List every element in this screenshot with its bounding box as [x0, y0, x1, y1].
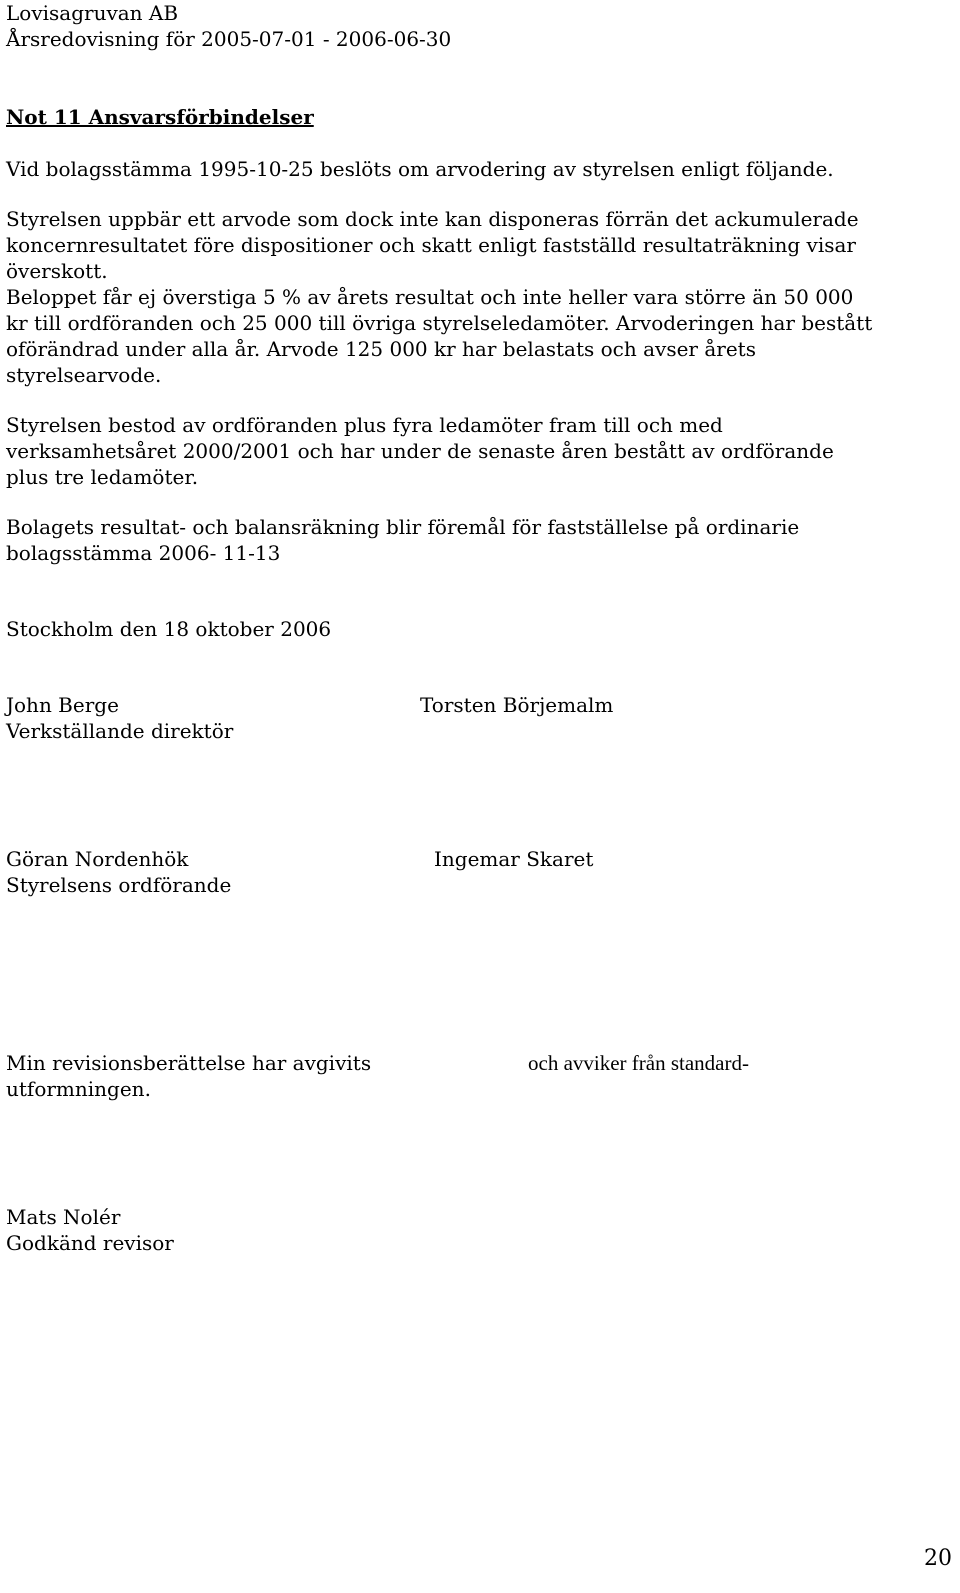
signatory-name: Göran Nordenhök: [6, 847, 189, 871]
paragraph-line: Bolagets resultat- och balansräkning blir föremål för fastställelse på ordinarie: [6, 515, 800, 539]
audit-statement-cont: utformningen.: [6, 1077, 151, 1101]
paragraph-line: verksamhetsåret 2000/2001 och har under de senaste åren bestått av ordförande: [6, 439, 834, 463]
auditor-title: Godkänd revisor: [6, 1231, 174, 1255]
paragraph-4: [6, 514, 936, 566]
auditor-name: Mats Nolér: [6, 1205, 121, 1229]
signatory-title: Verkställande direktör: [6, 719, 234, 743]
signatory-name: Ingemar Skaret: [434, 847, 594, 871]
place-date: Stockholm den 18 oktober 2006: [6, 617, 332, 641]
paragraph-2: [6, 284, 936, 388]
paragraph-line: bolagsstämma 2006- 11-13: [6, 541, 281, 565]
paragraph-line: Styrelsen bestod av ordföranden plus fyra ledamöter fram till och med: [6, 413, 723, 437]
paragraph-1: [6, 206, 936, 284]
paragraph-line: plus tre ledamöter.: [6, 465, 199, 489]
audit-statement-right: och avviker från standard-: [528, 1051, 749, 1075]
signatory-name: Torsten Börjemalm: [420, 693, 614, 717]
note-heading: Not 11 Ansvarsförbindelser: [6, 105, 314, 129]
paragraph-line: kr till ordföranden och 25 000 till övriga styrelseledamöter. Arvoderingen har bestått: [6, 311, 873, 335]
paragraph-line: oförändrad under alla år. Arvode 125 000 kr har belastats och avser årets: [6, 337, 756, 361]
audit-statement: Min revisionsberättelse har avgivits: [6, 1051, 372, 1075]
paragraph-line: styrelsearvode.: [6, 363, 162, 387]
note-intro: Vid bolagsstämma 1995-10-25 beslöts om arvodering av styrelsen enligt följande.: [6, 157, 834, 181]
report-period: Årsredovisning för 2005-07-01 - 2006-06-30: [6, 27, 452, 51]
signatory-name: John Berge: [6, 693, 119, 717]
paragraph-line: Styrelsen uppbär ett arvode som dock inte kan disponeras förrän det ackumulerade: [6, 207, 859, 231]
signatory-title: Styrelsens ordförande: [6, 873, 232, 897]
paragraph-line: koncernresultatet före dispositioner och skatt enligt fastställd resultaträkning visar: [6, 233, 856, 257]
company-name: Lovisagruvan AB: [6, 1, 179, 25]
paragraph-line: överskott.: [6, 259, 108, 283]
paragraph-line: Beloppet får ej överstiga 5 % av årets resultat och inte heller vara större än 50 000: [6, 285, 854, 309]
paragraph-3: [6, 412, 936, 490]
page-number: 20: [924, 1546, 952, 1571]
